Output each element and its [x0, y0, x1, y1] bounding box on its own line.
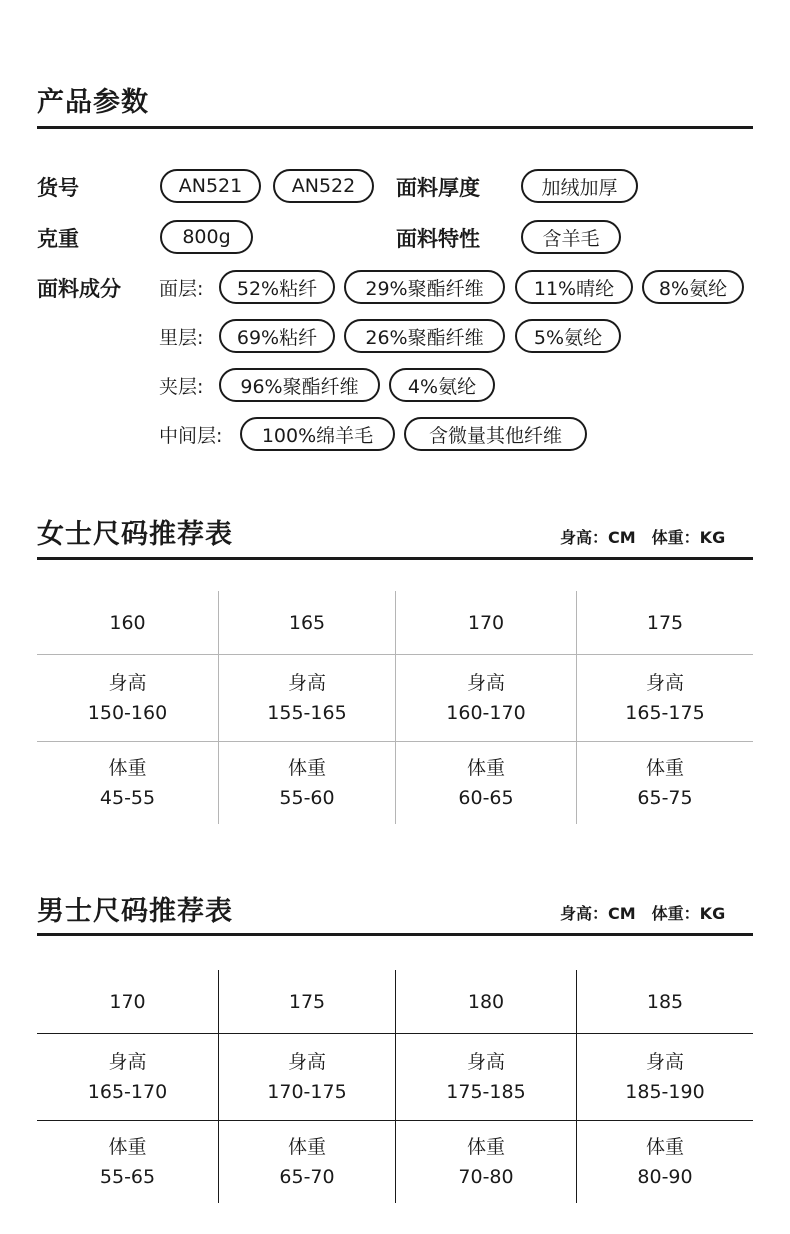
height-row	[37, 1034, 753, 1121]
height-cell	[218, 1034, 395, 1121]
size-row	[37, 970, 753, 1034]
weight-label: 体重	[287, 1136, 326, 1158]
weight-cell	[395, 742, 576, 824]
weight-value: 65-75	[637, 787, 693, 809]
height-cell	[395, 1034, 576, 1121]
height-value: 185-190	[625, 1081, 705, 1103]
weight-value: 60-65	[458, 787, 514, 809]
feature-pill: 含羊毛	[521, 220, 621, 254]
women-unit-note: 身高：CM 体重：KG	[560, 528, 726, 547]
size-cell: 175	[576, 591, 753, 655]
weight-label: 体重	[108, 757, 147, 779]
men-size-table	[37, 970, 753, 1203]
weight-pill: 800g	[160, 220, 253, 254]
params-divider	[37, 126, 753, 129]
height-value: 175-185	[446, 1081, 526, 1103]
men-divider	[37, 933, 753, 936]
men-size-title: 男士尺码推荐表	[37, 896, 233, 927]
layer-label-inner: 里层:	[159, 327, 204, 349]
size-cell: 170	[395, 591, 576, 655]
composition-pill: 5%氨纶	[515, 319, 621, 353]
composition-pill: 含微量其他纤维	[404, 417, 587, 451]
size-cell: 180	[395, 970, 576, 1034]
women-size-table	[37, 591, 753, 824]
height-value: 160-170	[446, 702, 526, 724]
height-cell	[37, 655, 218, 742]
weight-label: 体重	[466, 1136, 505, 1158]
composition-pill: 69%粘纤	[219, 319, 335, 353]
feature-label: 面料特性	[396, 227, 480, 251]
height-label: 身高	[287, 672, 326, 694]
size-cell: 160	[37, 591, 218, 655]
height-label: 身高	[645, 672, 684, 694]
women-divider	[37, 557, 753, 560]
size-row	[37, 591, 753, 655]
women-size-title: 女士尺码推荐表	[37, 519, 233, 550]
weight-label: 体重	[645, 757, 684, 779]
item-no-label: 货号	[37, 176, 79, 200]
weight-value: 70-80	[458, 1166, 514, 1188]
composition-pill: 26%聚酯纤维	[344, 319, 505, 353]
composition-pill: 8%氨纶	[642, 270, 744, 304]
height-value: 165-175	[625, 702, 705, 724]
weight-cell	[37, 742, 218, 824]
composition-pill: 96%聚酯纤维	[219, 368, 380, 402]
height-value: 155-165	[267, 702, 347, 724]
weight-cell	[576, 1121, 753, 1203]
height-row	[37, 655, 753, 742]
composition-pill: 29%聚酯纤维	[344, 270, 505, 304]
weight-value: 55-65	[99, 1166, 156, 1188]
thickness-label: 面料厚度	[396, 176, 480, 200]
weight-label: 体重	[466, 757, 505, 779]
weight-row	[37, 742, 753, 824]
weight-label: 体重	[287, 757, 326, 779]
item-no-pill: AN521	[160, 169, 261, 203]
composition-pill: 4%氨纶	[389, 368, 495, 402]
height-label: 身高	[108, 672, 147, 694]
layer-label-outer: 面层:	[159, 278, 204, 300]
height-cell	[576, 655, 753, 742]
weight-value: 65-70	[279, 1166, 335, 1188]
composition-pill: 52%粘纤	[219, 270, 335, 304]
weight-cell	[395, 1121, 576, 1203]
weight-cell	[37, 1121, 218, 1203]
composition-pill: 100%绵羊毛	[240, 417, 395, 451]
weight-cell	[218, 1121, 395, 1203]
height-label: 身高	[466, 1051, 505, 1073]
height-cell	[395, 655, 576, 742]
composition-label: 面料成分	[37, 277, 121, 301]
size-cell: 170	[37, 970, 218, 1034]
size-cell: 185	[576, 970, 753, 1034]
height-label: 身高	[108, 1051, 147, 1073]
layer-label-middle: 中间层:	[159, 425, 223, 447]
size-cell: 175	[218, 970, 395, 1034]
height-label: 身高	[466, 672, 505, 694]
height-cell	[218, 655, 395, 742]
size-cell: 165	[218, 591, 395, 655]
weight-row	[37, 1121, 753, 1203]
height-value: 170-175	[267, 1081, 347, 1103]
weight-value: 45-55	[99, 787, 156, 809]
weight-value: 55-60	[279, 787, 335, 809]
thickness-pill: 加绒加厚	[521, 169, 638, 203]
params-title: 产品参数	[37, 87, 149, 118]
weight-label: 克重	[37, 227, 79, 251]
height-value: 150-160	[87, 702, 168, 724]
composition-pill: 11%晴纶	[515, 270, 633, 304]
height-cell	[37, 1034, 218, 1121]
men-unit-note: 身高：CM 体重：KG	[560, 904, 726, 923]
weight-label: 体重	[108, 1136, 147, 1158]
height-value: 165-170	[87, 1081, 168, 1103]
height-cell	[576, 1034, 753, 1121]
weight-cell	[218, 742, 395, 824]
item-no-pill: AN522	[273, 169, 374, 203]
height-label: 身高	[287, 1051, 326, 1073]
weight-value: 80-90	[637, 1166, 693, 1188]
layer-label-interlayer: 夹层:	[159, 376, 204, 398]
weight-label: 体重	[645, 1136, 684, 1158]
weight-cell	[576, 742, 753, 824]
height-label: 身高	[645, 1051, 684, 1073]
